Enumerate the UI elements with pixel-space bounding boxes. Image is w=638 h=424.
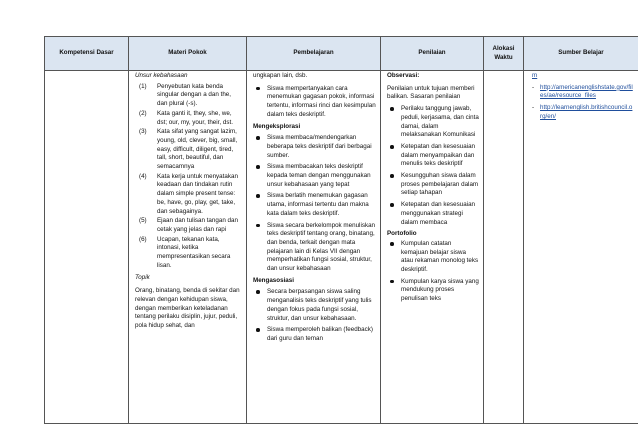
header-kompetensi-dasar: Kompetensi Dasar	[45, 37, 129, 71]
cell-pembelajaran	[247, 71, 381, 424]
observasi-item	[389, 143, 479, 169]
bullet-icon	[256, 194, 260, 198]
materi-item-text: Ejaan dan tulisan tangan dan cetak yang jelas dan rapi	[157, 217, 238, 233]
materi-item-number: (5)	[139, 217, 147, 226]
cell-alokasi-waktu	[484, 71, 524, 424]
portofolio-label: Portofolio	[387, 230, 479, 239]
eksplorasi-item-text: Siswa secara berkelompok menuliskan teks deskriptif tentang orang, binatang, dan benda, terkait dengan mata pelajaran lain di Kelas VII dengan memperhatikan fungsi sosial, struktur, dan unsur kebahasaan	[267, 222, 375, 273]
eksplorasi-item-text: Siswa membaca/mendengarkan beberapa teks deskriptif dari berbagai sumber.	[267, 134, 372, 158]
observasi-item	[389, 201, 479, 227]
bullet-icon	[256, 87, 260, 91]
bullet-icon	[390, 107, 394, 111]
dash-marker: -	[532, 84, 534, 93]
portofolio-item	[389, 240, 479, 275]
sumber-fragment[interactable]: m	[532, 72, 634, 81]
materi-item-number: (3)	[139, 128, 147, 137]
bullet-icon	[256, 165, 260, 169]
eksplorasi-item	[255, 134, 376, 160]
header-alokasi-waktu	[484, 37, 524, 71]
cell-sumber-belajar	[524, 71, 638, 424]
materi-item	[139, 110, 242, 127]
bullet-icon	[256, 328, 260, 332]
cell-kompetensi-dasar	[45, 71, 129, 424]
asosiasi-list	[253, 288, 376, 343]
syllabus-table	[44, 36, 638, 424]
materi-item	[139, 128, 242, 172]
materi-item-text: Kata ganti it, they, she, we, dst; our, my, your, their, dst.	[157, 110, 233, 126]
eksplorasi-list	[253, 134, 376, 274]
asosiasi-item-text: Siswa memperoleh balikan (feedback) dari guru dan teman	[267, 326, 373, 342]
portofolio-item-text: Kumpulan catatan kemajuan belajar siswa atau rekaman monolog teks deskriptif.	[401, 240, 478, 273]
materi-item-text: Ucapan, tekanan kata, intonasi, ketika mempresentasikan secara lisan.	[157, 236, 230, 269]
materi-list	[135, 83, 242, 271]
materi-item	[139, 83, 242, 109]
dash-marker: -	[532, 104, 534, 113]
topik-label: Topik	[135, 274, 242, 283]
content-row	[45, 71, 638, 424]
eksplorasi-item-text: Siswa berlatih menemukan gagasan utama, informasi tertentu dan makna kata dalam teks deskriptif.	[267, 192, 369, 216]
materi-item	[139, 236, 242, 271]
sumber-item	[532, 104, 634, 121]
cell-materi-pokok	[129, 71, 247, 424]
asosiasi-item-text: Secara berpasangan siswa saling menganalisis teks deskriptif yang tulis dengan fokus pada fungsi sosial, struktur, dan unsur kebahasaan.	[267, 288, 372, 321]
observasi-item-text: Perilaku tanggung jawab, peduli, kerjasama, dan cinta damai, dalam melaksanakan Komunikasi	[401, 105, 479, 138]
materi-item-number: (6)	[139, 236, 147, 245]
pembelajaran-intro: ungkapan lain, dsb.	[253, 72, 376, 81]
sumber-link[interactable]: http://americanenglishstate.gov/files/ae/resource_files	[540, 84, 633, 100]
materi-item-number: (2)	[139, 110, 147, 119]
materi-item-text: Kata kerja untuk menyatakan keadaan dan tindakan rutin dalam simple present tense: be, have, go, play, get, take, dan sebagainya.	[157, 173, 238, 215]
pembelajaran-item-text: Siswa mempertanyakan cara menemukan gagasan pokok, informasi tertentu, informasi rinci dan kesimpulan dalam teks deskriptif.	[267, 85, 376, 118]
pembelajaran-item	[255, 85, 376, 120]
eksplorasi-item	[255, 163, 376, 189]
materi-item	[139, 173, 242, 217]
materi-item-number: (4)	[139, 173, 147, 182]
topik-text: Orang, binatang, benda di sekitar dan relevan dengan kehidupan siswa, dengan memberikan keteladanan tentang perilaku disiplin, jujur, peduli, pola hidup sehat, dan	[135, 287, 242, 331]
observasi-list	[387, 105, 479, 227]
eksplorasi-item-text: Siswa membacakan teks deskriptif kepada teman dengan menggunakan unsur kebahasaan yang tepat	[267, 163, 371, 187]
asosiasi-item	[255, 288, 376, 323]
eksplorasi-label: Mengeksplorasi	[253, 123, 376, 132]
bullet-icon	[390, 174, 394, 178]
observasi-text: Penilaian untuk tujuan memberi balikan. Sasaran penilaian	[387, 85, 479, 102]
sumber-item	[532, 84, 634, 101]
bullet-icon	[390, 203, 394, 207]
materi-item	[139, 217, 242, 234]
observasi-item-text: Ketepatan dan kesesuaian menggunakan strategi dalam membaca	[401, 201, 475, 225]
header-alokasi-line1: Alokasi	[492, 45, 514, 52]
bullet-icon	[256, 290, 260, 294]
eksplorasi-item	[255, 192, 376, 218]
materi-item-number: (1)	[139, 83, 147, 92]
observasi-item	[389, 172, 479, 198]
bullet-icon	[390, 145, 394, 149]
intro-list	[253, 85, 376, 120]
bullet-icon	[256, 224, 260, 228]
sumber-link[interactable]: http://learnenglish.britishcouncil.org/en/	[540, 104, 632, 120]
header-materi-pokok: Materi Pokok	[129, 37, 247, 71]
bullet-icon	[390, 242, 394, 246]
portofolio-item	[389, 278, 479, 304]
materi-item-text: Penyebutan kata benda singular dengan a dan the, dan plural (-s).	[157, 83, 231, 107]
cell-penilaian	[381, 71, 484, 424]
observasi-item-text: Kesungguhan siswa dalam proses pembelajaran dalam setiap tahapan	[401, 172, 478, 196]
observasi-item	[389, 105, 479, 140]
sumber-list	[532, 84, 634, 122]
header-penilaian: Penilaian	[381, 37, 484, 71]
bullet-icon	[390, 280, 394, 284]
materi-heading: Unsur kebahasaan	[135, 72, 242, 81]
bullet-icon	[256, 136, 260, 140]
portofolio-item-text: Kumpulan karya siswa yang mendukung proses penulisan teks	[401, 278, 479, 302]
observasi-label: Observasi:	[387, 72, 479, 81]
header-pembelajaran: Pembelajaran	[247, 37, 381, 71]
observasi-item-text: Ketepatan dan kesesuaian dalam menyampaikan dan menulis teks deskriptif	[401, 143, 475, 167]
asosiasi-label: Mengasosiasi	[253, 277, 376, 286]
header-alokasi-line2: Waktu	[494, 54, 512, 61]
eksplorasi-item	[255, 222, 376, 274]
materi-item-text: Kata sifat yang sangat lazim, young, old, clever, big, small, easy, difficult, diligent, tired, tall, short, beautiful, dan semacamnya	[157, 128, 237, 170]
header-sumber-belajar: Sumber Belajar	[524, 37, 638, 71]
portofolio-list	[387, 240, 479, 304]
header-row	[45, 37, 638, 71]
asosiasi-item	[255, 326, 376, 343]
